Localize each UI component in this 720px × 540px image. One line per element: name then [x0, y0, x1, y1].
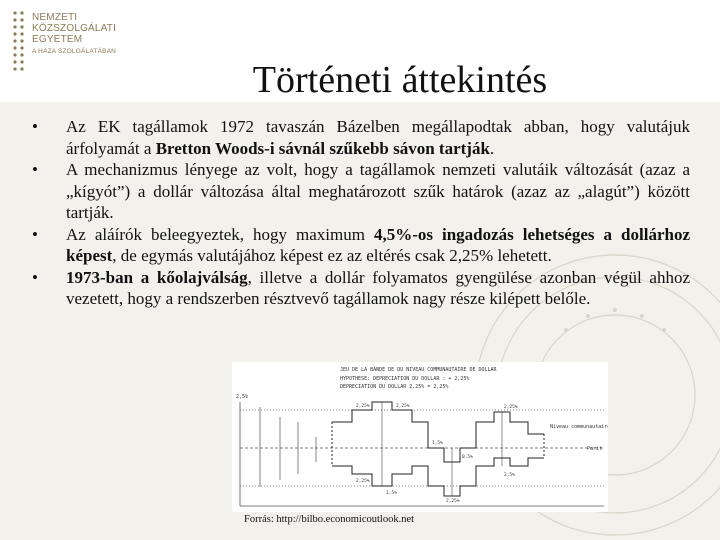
figure-annotation: 2,25% — [396, 404, 410, 409]
figure-annotation: 2,25% — [446, 499, 460, 504]
figure-annotation: 1,5% — [386, 491, 397, 496]
bullet-2-text-1: A mechanizmus lényege az volt, hogy a tagállamok nemzeti valutáik változását (azaz a „kígyót”) a dollár változása által meghatározott szűk határok (azaz az „alagút”) között tartják. — [66, 160, 690, 222]
snake-in-tunnel-figure — [232, 362, 608, 512]
logo-dot-pattern-icon — [10, 9, 28, 79]
figure-annotation: 2,25% — [504, 405, 518, 410]
figure-annotation: 1,5% — [432, 441, 443, 446]
bullet-3-text-2: , de egymás valutájához képest ez az eltérés csak 2,25% lehetett. — [112, 246, 552, 265]
slide-header — [0, 0, 720, 102]
figure-header-line-2: HYPOTHESE: DEPRECIATION DU DOLLAR : + 2,25% — [340, 376, 470, 382]
bullet-1-text-2: . — [489, 138, 495, 158]
snake-tunnel-diagram — [232, 362, 608, 512]
slide-title: Történeti áttekintés — [252, 59, 548, 102]
bullet-item — [30, 267, 690, 310]
bullet-list — [30, 116, 690, 310]
logo-tagline: A HAZA SZOLGÁLATÁBAN — [32, 48, 117, 55]
university-logo — [10, 9, 120, 79]
figure-annotation: 2,5% — [504, 473, 515, 478]
bullet-item — [30, 116, 690, 159]
logo-line-2: KÖZSZOLGÁLATI — [32, 23, 117, 34]
figure-caption: Forrás: http://bilbo.economicoutlook.net — [244, 514, 415, 525]
figure-header-line-1: JEU DE LA BANDE DE DU NIVEAU COMMUNAUTAIRE DE DOLLAR — [340, 367, 497, 373]
figure-band-label: Niveau communautaire — [550, 424, 608, 430]
bullet-3-text-1: Az aláírók beleegyeztek, hogy maximum — [66, 224, 374, 244]
figure-annotation: 0,5% — [462, 455, 473, 460]
bullet-3-bold-1: 4,5%-os ingadozás lehetséges a dollárhoz képest — [66, 224, 690, 265]
figure-y-top-label: 2,5% — [236, 394, 249, 400]
bullet-item — [30, 224, 690, 267]
figure-parity-label: Parit — [587, 446, 603, 452]
logo-wordmark — [32, 12, 116, 56]
bullet-1-text-1: Az EK tagállamok 1972 tavaszán Bázelben megállapodtak abban, hogy valutájuk árfolyamát a — [66, 117, 690, 158]
logo-line-3: EGYETEM — [32, 34, 83, 45]
figure-annotation: 2,25% — [356, 479, 370, 484]
bullet-4-text-1: , illetve a dollár folyamatos gyengülése azonban végül ahhoz vezetett, hogy a rendszerben résztvevő tagállamok nagy része kilépett belőle. — [66, 267, 690, 308]
bullet-item — [30, 159, 690, 224]
figure-annotation: 2,25% — [356, 404, 370, 409]
bullet-1-bold-1: Bretton Woods-i sávnál szűkebb sávon tartják — [155, 138, 490, 158]
logo-line-1: NEMZETI — [32, 12, 78, 23]
bullet-4-bold-1: 1973-ban a kőolajválság — [66, 267, 248, 287]
figure-header-line-3: DEPRECIATION DU DOLLAR 2,25% = 2,25% — [340, 384, 449, 390]
